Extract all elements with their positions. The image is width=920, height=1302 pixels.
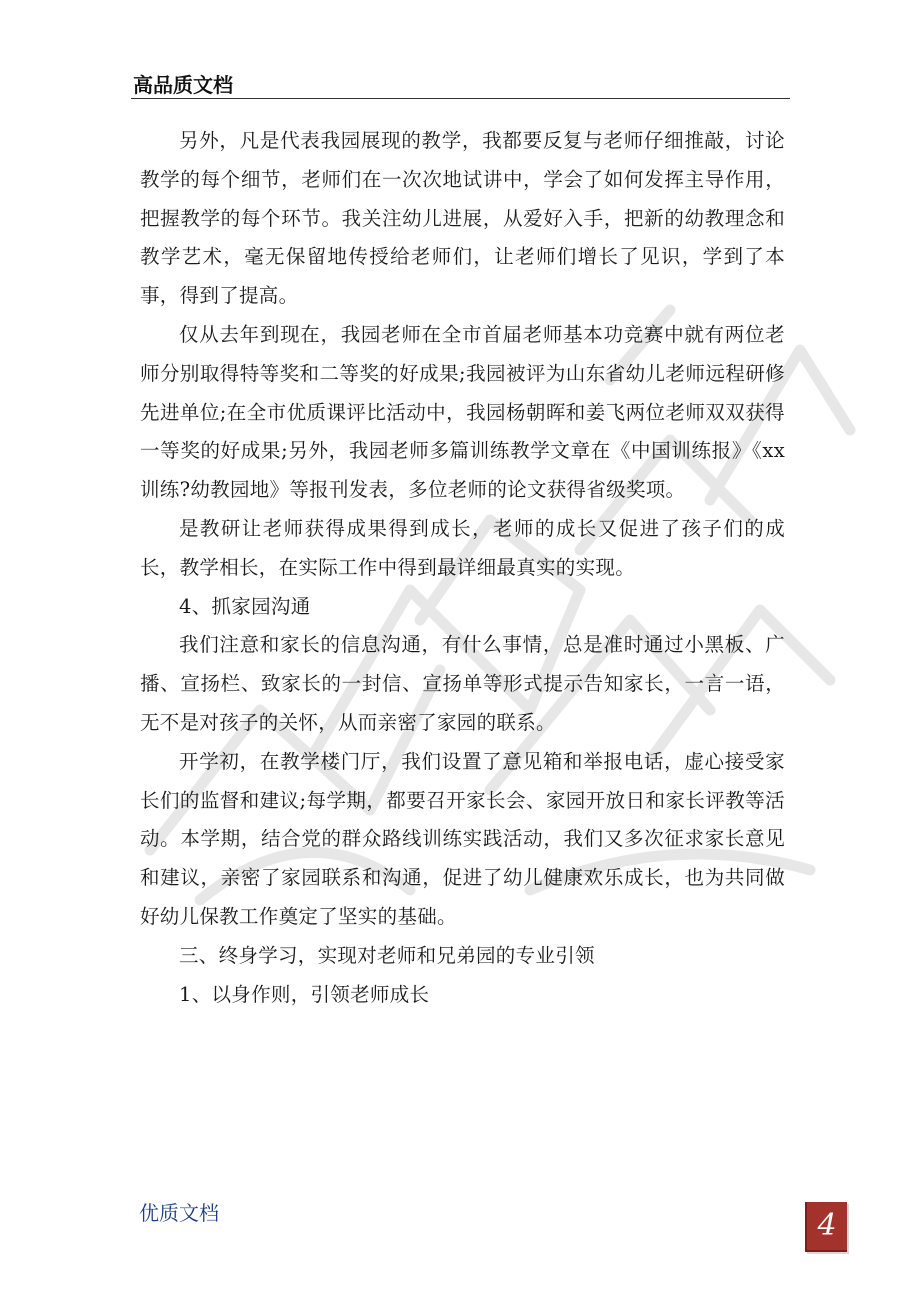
section-heading: 1、以身作则，引领老师成长 [179,982,430,1006]
document-body [140,122,785,1014]
page-header [131,68,790,99]
paragraph: 是教研让老师获得成果得到成长，老师的成长又促进了孩子们的成长，教学相长，在实际工作中得到最详细最真实的实现。 [140,516,785,579]
paragraph: 我们注意和家长的信息沟通，有什么事情，总是准时通过小黑板、广播、宣扬栏、致家长的一封信、宣扬单等形式提示告知家长，一言一语，无不是对孩子的关怀，从而亲密了家园的联系。 [140,633,785,734]
section-heading: 三、终身学习，实现对老师和兄弟园的专业引领 [179,943,595,967]
header-title: 高品质文档 [133,73,233,97]
page-number: 4 [805,1202,847,1252]
paragraph: 开学初，在教学楼门厅，我们设置了意见箱和举报电话，虚心接受家长们的监督和建议;每学期，都要召开家长会、家园开放日和家长评教等活动。本学期，结合党的群众路线训练实践活动，我们又多次征求家长意见和建议，亲密了家园联系和沟通，促进了幼儿健康欢乐成长，也为共同做好幼儿保教工作奠定了坚实的基础。 [140,749,785,928]
paragraph: 仅从去年到现在，我园老师在全市首届老师基本功竞赛中就有两位老师分别取得特等奖和二等奖的好成果;我园被评为山东省幼儿老师远程研修先进单位;在全市优质课评比活动中，我园杨朝晖和姜飞两位老师双双获得一等奖的好成果;另外，我园老师多篇训练教学文章在《中国训练报》《xx 训练?幼教园地》等报刊发表，多位老师的论文获得省级奖项。 [140,322,785,502]
section-heading: 4、抓家园沟通 [179,594,311,618]
paragraph: 另外，凡是代表我园展现的教学，我都要反复与老师仔细推敲，讨论教学的每个细节，老师们在一次次地试讲中，学会了如何发挥主导作用，把握教学的每个环节。我关注幼儿进展，从爱好入手，把新的幼教理念和教学艺术，毫无保留地传授给老师们，让老师们增长了见识，学到了本事，得到了提高。 [140,129,785,308]
footer-title: 优质文档 [139,1201,219,1225]
